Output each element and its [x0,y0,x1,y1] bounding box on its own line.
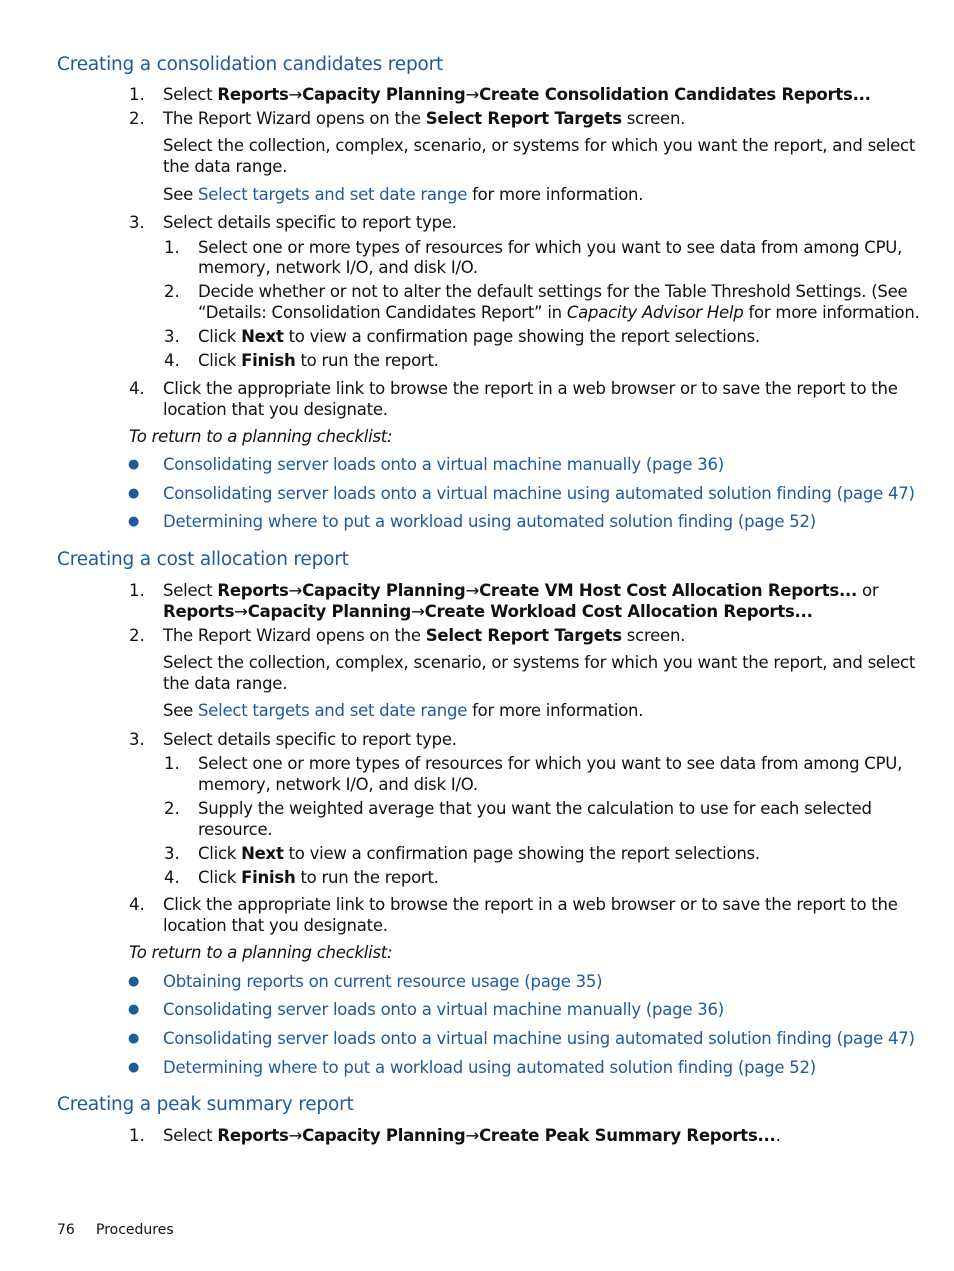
substep-text: Select one or more types of resources for which you want to see data from among CPU, [198,754,903,773]
menu-create-report: Create Workload Cost Allocation Reports... [424,602,813,621]
step-number: 3. [129,213,145,232]
paragraph: Select the collection, complex, scenario, or systems for which you want the report, and select [163,136,916,155]
text: Click [198,351,242,370]
text: for more information. [467,185,644,204]
menu-reports: Reports [217,581,289,600]
section-heading-peak-summary: Creating a peak summary report [57,1094,354,1115]
bullet: ● [128,514,140,529]
step-1-text [163,581,878,601]
menu-reports: Reports [217,1126,289,1145]
checklist-link[interactable]: Obtaining reports on current resource usage (page 35) [163,972,603,991]
substep-number: 1. [164,754,180,773]
menu-create-report: Create Peak Summary Reports... [479,1126,776,1145]
step-number: 1. [129,581,145,600]
select-targets-link[interactable]: Select targets and set date range [198,701,468,720]
step-4-text: location that you designate. [163,916,388,935]
step-number: 1. [129,1126,145,1145]
checklist-link[interactable]: Consolidating server loads onto a virtual machine manually (page 36) [163,1000,724,1019]
substep-text [198,327,760,347]
arrow: → [465,1126,480,1145]
arrow: → [288,1126,303,1145]
arrow: → [288,581,303,600]
italic-term: Capacity Advisor Help [566,303,744,322]
substep-number: 2. [164,282,180,301]
step-number: 4. [129,379,145,398]
substep-number: 4. [164,868,180,887]
return-label: To return to a planning checklist: [129,943,393,962]
text: Click [198,868,242,887]
text: to view a confirmation page showing the report selections. [283,327,760,346]
menu-capacity-planning: Capacity Planning [302,1126,466,1145]
substep-text: resource. [198,820,273,839]
menu-capacity-planning: Capacity Planning [302,581,466,600]
see-also [163,701,643,721]
substep-text: Decide whether or not to alter the default settings for the Table Threshold Settings. (See [198,282,908,301]
text: to run the report. [295,351,439,370]
checklist-link[interactable]: Consolidating server loads onto a virtual machine using automated solution finding (page 47) [163,1029,915,1048]
bold-term: Finish [241,351,296,370]
step-number: 3. [129,730,145,749]
step-4-text: Click the appropriate link to browse the report in a web browser or to save the report to the [163,379,898,398]
substep-text [198,844,760,864]
arrow: → [234,602,248,621]
text: screen. [621,109,686,128]
checklist-link[interactable]: Consolidating server loads onto a virtual machine using automated solution finding (page 47) [163,484,915,503]
bullet: ● [128,1002,140,1017]
step-3-text: Select details specific to report type. [163,213,457,232]
step-3-text: Select details specific to report type. [163,730,457,749]
substep-number: 4. [164,351,180,370]
substep-text [198,303,920,323]
paragraph: Select the collection, complex, scenario, or systems for which you want the report, and select [163,653,916,672]
bold-term: Select Report Targets [425,626,622,645]
bullet: ● [128,1031,140,1046]
text: Click [198,844,242,863]
section-heading-cost-allocation: Creating a cost allocation report [57,549,349,570]
text: Select [163,1126,218,1145]
bold-term: Next [241,327,284,346]
return-label: To return to a planning checklist: [129,427,393,446]
bullet: ● [128,486,140,501]
substep-number: 3. [164,844,180,863]
menu-capacity-planning: Capacity Planning [302,85,466,104]
bullet: ● [128,974,140,989]
section-heading-consolidation: Creating a consolidation candidates report [57,54,444,75]
text: . [775,1126,781,1145]
text: Select [163,581,218,600]
step-1-text [163,602,813,622]
menu-capacity-planning: Capacity Planning [247,602,412,621]
bold-term: Next [241,844,284,863]
menu-create-report: Create Consolidation Candidates Reports... [479,85,871,104]
menu-create-report: Create VM Host Cost Allocation Reports... [479,581,858,600]
bullet: ● [128,1060,140,1075]
checklist-link[interactable]: Determining where to put a workload using automated solution finding (page 52) [163,1058,816,1077]
arrow: → [411,602,425,621]
step-4-text: Click the appropriate link to browse the report in a web browser or to save the report to the [163,895,898,914]
paragraph: the data range. [163,674,288,693]
checklist-link[interactable]: Determining where to put a workload using automated solution finding (page 52) [163,512,816,531]
paragraph: the data range. [163,157,288,176]
text: See [163,701,199,720]
step-number: 1. [129,85,145,104]
step-2-text [163,626,685,646]
substep-text: Supply the weighted average that you want the calculation to use for each selected [198,799,872,818]
substep-number: 2. [164,799,180,818]
text: for more information. [743,303,920,322]
text: screen. [621,626,686,645]
step-1-text [163,1126,781,1146]
arrow: → [465,581,480,600]
text: “Details: Consolidation Candidates Report” in [198,303,567,322]
text: See [163,185,199,204]
substep-text: memory, network I/O, and disk I/O. [198,258,478,277]
text: Click [198,327,242,346]
substep-number: 1. [164,238,180,257]
substep-text [198,868,439,888]
menu-reports: Reports [217,85,289,104]
text: The Report Wizard opens on the [163,109,426,128]
bold-term: Finish [241,868,296,887]
menu-reports: Reports [163,602,235,621]
see-also [163,185,643,205]
substep-number: 3. [164,327,180,346]
page-number: 76 [57,1222,75,1238]
text: for more information. [467,701,644,720]
substep-text [198,351,439,371]
text: Select [163,85,218,104]
checklist-link[interactable]: Consolidating server loads onto a virtual machine manually (page 36) [163,455,724,474]
step-number: 2. [129,626,145,645]
step-number: 4. [129,895,145,914]
text: The Report Wizard opens on the [163,626,426,645]
step-4-text: location that you designate. [163,400,388,419]
bullet: ● [128,457,140,472]
text: to view a confirmation page showing the report selections. [283,844,760,863]
step-1-text [163,85,871,105]
text: to run the report. [295,868,439,887]
arrow: → [465,85,480,104]
substep-text: Select one or more types of resources for which you want to see data from among CPU, [198,238,903,257]
footer-section: Procedures [96,1222,174,1238]
bold-term: Select Report Targets [425,109,622,128]
step-2-text [163,109,685,129]
arrow: → [288,85,303,104]
step-number: 2. [129,109,145,128]
select-targets-link[interactable]: Select targets and set date range [198,185,468,204]
text: or [857,581,879,600]
substep-text: memory, network I/O, and disk I/O. [198,775,478,794]
